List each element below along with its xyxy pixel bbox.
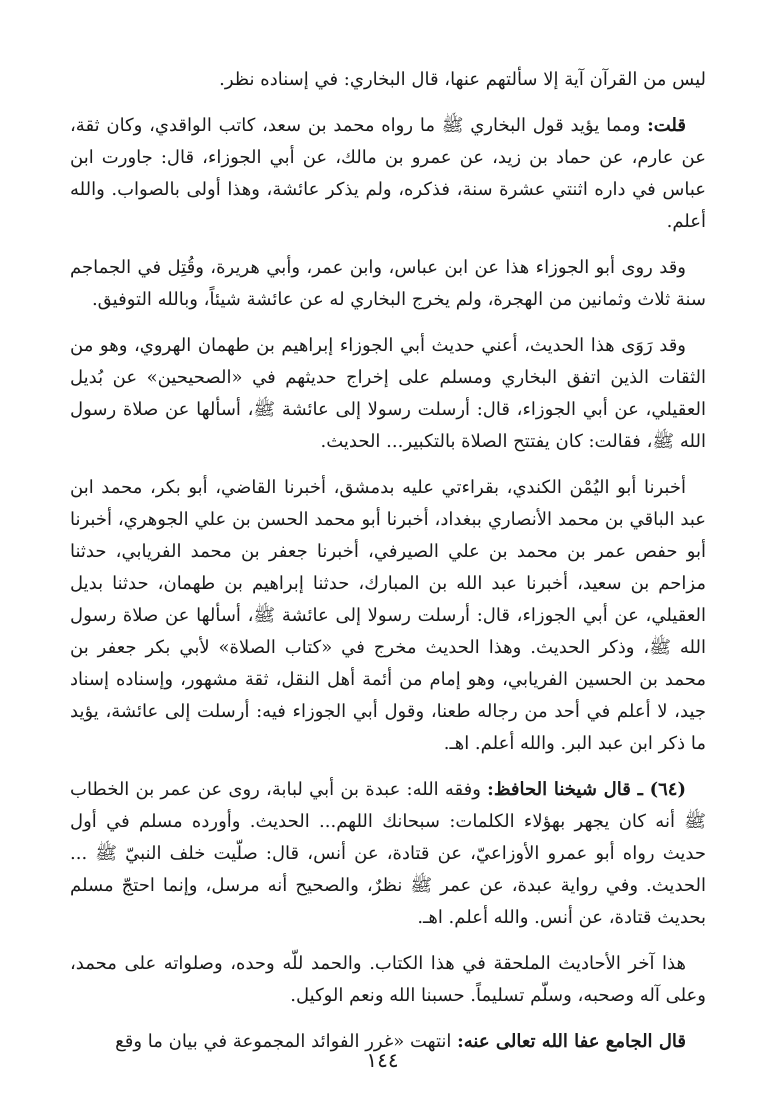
- paragraph-text: وقد رَوَى هذا الحديث، أعني حديث أبي الجوزاء إبراهيم بن طهمان الهروي، وهو من الثقات الذين اتفق البخاري ومسلم على إخراج حديثهم في «الصحيحين» عن بُديل العقيلي، عن أبي الجوزاء، قال: أرسلت رسولا إلى عائشة ﷺ، أسألها عن صلاة رسول الله ﷺ، فقالت: كان يفتتح الصلاة بالتكبير... الحديث.: [70, 335, 706, 452]
- paragraph-lead: قلت:: [647, 115, 686, 136]
- paragraph-text: انتهت «غرر الفوائد المجموعة في بيان ما وقع: [115, 1031, 452, 1052]
- paragraph-text: أخبرنا أبو اليُمْن الكندي، بقراءتي عليه بدمشق، أخبرنا القاضي، أبو بكر، محمد ابن عبد الباقي بن محمد الأنصاري ببغداد، أخبرنا أبو محمد الحسن بن علي الجوهري، أخبرنا أبو حفص عمر بن محمد بن علي الصيرفي، أخبرنا جعفر بن محمد الفريابي، حدثنا مزاحم بن سعيد، أخبرنا عبد الله بن المبارك، حدثنا إبراهيم بن طهمان، حدثنا بديل العقيلي، عن أبي الجوزاء، قال: أرسلت رسولا إلى عائشة ﷺ، أسألها عن صلاة رسول الله ﷺ، وذكر الحديث. وهذا الحديث مخرج في «كتاب الصلاة» لأبي بكر جعفر بن محمد بن الحسين الفريابي، وهو إمام من أئمة أهل النقل، ثقة مشهور، وإسناده إسناد جيد، لا أعلم في أحد من رجاله طعنا، وقول أبي الجوزاء فيه: أرسلت إلى عائشة، يؤيد ما ذكر ابن عبد البر. والله أعلم. اهـ.: [70, 477, 706, 754]
- paragraph-4: [70, 330, 706, 458]
- paragraph-7: [70, 948, 706, 1012]
- paragraph-lead: قال الجامع عفا الله تعالى عنه:: [457, 1031, 686, 1052]
- paragraph-text: هذا آخر الأحاديث الملحقة في هذا الكتاب. والحمد للّه وحده، وصلواته على محمد، وعلى آله وصحبه، وسلّم تسليماً. حسبنا الله ونعم الوكيل.: [70, 953, 706, 1006]
- page-body: [70, 64, 706, 1072]
- paragraph-text: ليس من القرآن آية إلا سألتهم عنها، قال البخاري: في إسناده نظر.: [219, 69, 706, 90]
- paragraph-text: وقد روى أبو الجوزاء هذا عن ابن عباس، وابن عمر، وأبي هريرة، وقُتِل في الجماجم سنة ثلاث وثمانين من الهجرة، ولم يخرج البخاري له عن عائشة شيئاً، وبالله التوفيق.: [70, 257, 706, 310]
- paragraph-lead: (٦٤) ـ قال شيخنا الحافظ:: [487, 779, 686, 800]
- paragraph-2: [70, 110, 706, 238]
- paragraph-text: ومما يؤيد قول البخاري ﷺ ما رواه محمد بن سعد، كاتب الواقدي، وكان ثقة، عن عارم، عن حماد بن زيد، عن عمرو بن مالك، عن أبي الجوزاء، قال: جاورت ابن عباس في داره اثنتي عشرة سنة، فذكره، ولم يذكر عائشة، وهذا أولى بالصواب. والله أعلم.: [70, 115, 706, 232]
- paragraph-3: [70, 252, 706, 316]
- paragraph-text: وفقه الله: عبدة بن أبي لبابة، روى عن عمر بن الخطاب ﷺ أنه كان يجهر بهؤلاء الكلمات: سبحانك اللهم... الحديث. وأورده مسلم في أول حديث رواه أبو عمرو الأوزاعيّ، عن قتادة، عن أنس، قال: صلّيت خلف النبيّ ﷺ ... الحديث. وفي رواية عبدة، عن عمر ﷺ نظرٌ، والصحيح أنه مرسل، وإنما احتجّ مسلم بحديث قتادة، عن أنس. والله أعلم. اهـ.: [70, 779, 706, 928]
- paragraph-5: [70, 472, 706, 760]
- page-number: ١٤٤: [366, 1048, 399, 1072]
- paragraph-6: [70, 774, 706, 934]
- paragraph-1: [70, 64, 706, 96]
